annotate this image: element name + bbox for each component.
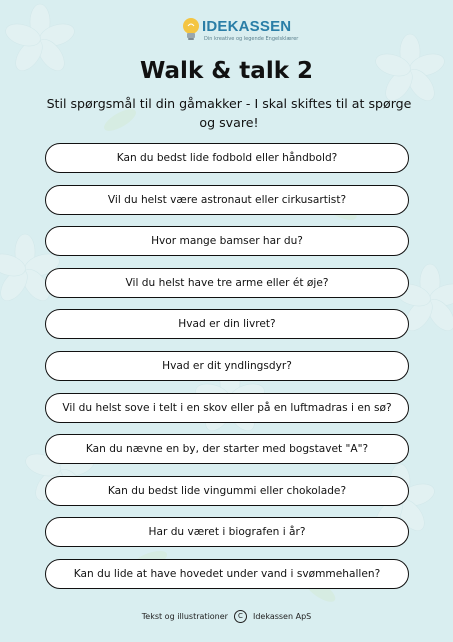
question-card: Hvad er dit yndlingsdyr? <box>45 351 409 381</box>
instructions-text: Stil spørgsmål til din gåmakker - I skal skiftes til at spørge og svare! <box>46 96 412 130</box>
question-card: Vil du helst have tre arme eller ét øje? <box>45 268 409 298</box>
question-card: Kan du bedst lide vingummi eller chokolade? <box>45 476 409 506</box>
question-card: Vil du helst være astronaut eller cirkusartist? <box>45 185 409 215</box>
footer-company: Idekassen ApS <box>252 612 312 621</box>
copyright-icon: C <box>234 610 247 623</box>
question-list <box>45 143 409 601</box>
page-title: Walk & talk 2 <box>139 58 314 84</box>
question-card: Hvor mange bamser har du? <box>45 226 409 256</box>
footer-credits <box>0 610 453 623</box>
logo-tagline: Din kreative og legende Engelsklærer <box>204 36 299 42</box>
question-card: Har du været i biografen i år? <box>45 517 409 547</box>
idekassen-logo <box>174 12 299 52</box>
question-card: Kan du nævne en by, der starter med bogstavet "A"? <box>45 434 409 464</box>
question-card: Vil du helst sove i telt i en skov eller på en luftmadras i en sø? <box>45 393 409 423</box>
question-card: Kan du lide at have hovedet under vand i svømmehallen? <box>45 559 409 589</box>
footer-credit-label: Tekst og illustrationer <box>141 612 228 621</box>
lightbulb-icon <box>180 16 202 42</box>
logo-wordmark: IDEKASSEN <box>202 18 292 35</box>
question-card: Hvad er din livret? <box>45 309 409 339</box>
question-card: Kan du bedst lide fodbold eller håndbold? <box>45 143 409 173</box>
